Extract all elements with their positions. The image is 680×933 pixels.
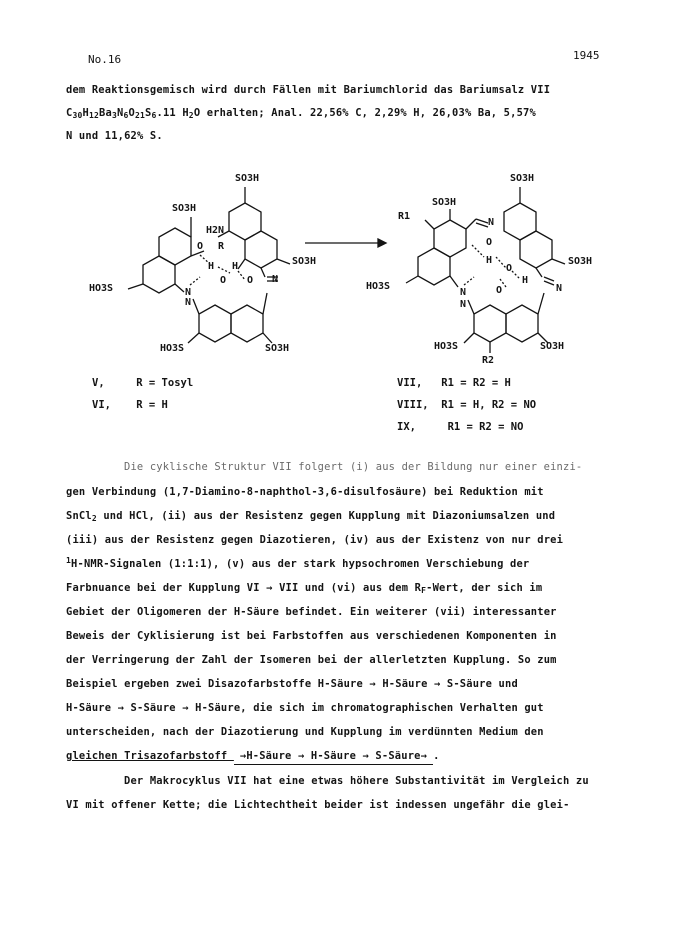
right-h-1: H	[486, 255, 493, 266]
right-h-2: H	[522, 275, 529, 286]
left-n-1: N	[185, 287, 192, 298]
right-o-2: O	[506, 263, 513, 274]
body-line-6: Farbnuance bei der Kupplung VI → VII und (vi) aus dem $R_F$-Wert, der sich im	[66, 582, 543, 595]
right-n-3: N	[460, 287, 467, 298]
right-n-1: N	[488, 217, 495, 228]
left-h-2: H	[232, 261, 239, 272]
page-number: No.16	[88, 53, 122, 66]
right-r2: R2	[482, 355, 495, 366]
left-so3h-tl: SO3H	[172, 203, 197, 214]
left-h2n: H2N	[206, 225, 225, 236]
right-ring-2	[520, 231, 552, 268]
left-o-2: O	[220, 275, 227, 286]
body-line-15: VI mit offener Kette; die Lichtechtheit beider ist indessen ungefähr die glei-	[66, 799, 570, 811]
left-n-3: N	[272, 274, 279, 285]
body-line-1: Die cyklische Struktur VII folgert (i) aus der Bildung nur einer einzi-	[124, 461, 583, 473]
formula-water: .11 H	[156, 107, 189, 119]
analysis-values: O erhalten; Anal. 22,56% C, 2,29% H, 26,03% Ba, 5,57%	[193, 107, 536, 119]
underlined-text: gleichen Trisazofarbstoff	[66, 750, 234, 762]
left-ring-2	[245, 231, 277, 268]
caption-VII: VII, R1 = R2 = H	[397, 377, 511, 389]
body-line-9: der Verringerung der Zahl der Isomeren bei der allerletzten Kupplung. So zum	[66, 654, 557, 666]
caption-IX: IX, R1 = R2 = NO	[397, 421, 524, 433]
right-ring-4	[418, 248, 450, 285]
left-ho3s: HO3S	[89, 283, 114, 294]
left-o-1: O	[197, 241, 204, 252]
left-so3h-right: SO3H	[292, 256, 317, 267]
right-r1: R1	[398, 211, 411, 222]
right-o-3: O	[496, 285, 503, 296]
caption-VIII: VIII, R1 = H, R2 = NO	[397, 399, 537, 411]
left-so3h-top: SO3H	[235, 173, 260, 184]
right-so3h-tl: SO3H	[432, 197, 457, 208]
body-line-5: $^1$H-NMR-Signalen (1:1:1), (v) aus der stark hypsochromen Verschiebung der	[66, 556, 530, 570]
body-line-7: Gebiet der Oligomeren der H-Säure befindet. Ein weiterer (vii) interessanter	[66, 606, 557, 618]
page-header	[0, 0, 680, 70]
right-so3h-top: SO3H	[510, 173, 535, 184]
bracket-sequence: →H-Säure → H-Säure → S-Säure→	[234, 750, 433, 762]
body-line-12: unterscheiden, nach der Diazotierung und Kupplung im verdünnten Medium den	[66, 726, 544, 738]
body-line-2: gen Verbindung (1,7-Diamino-8-naphthol-3,6-disulfosäure) bei Reduktion mit	[66, 486, 544, 498]
year-label: 1945	[573, 49, 600, 62]
caption-V: V, R = Tosyl	[92, 377, 194, 389]
body-line-3: SnCl$_2$ und HCl, (ii) aus der Resistenz gegen Kupplung mit Diazoniumsalzen und	[66, 510, 556, 523]
intro-line-3: N und 11,62% S.	[66, 130, 163, 142]
left-so3h-bottom: SO3H	[265, 343, 290, 354]
right-o-1: O	[486, 237, 493, 248]
left-r: R	[218, 241, 225, 252]
body-line-8: Beweis der Cyklisierung ist bei Farbstoffen aus verschiedenen Komponenten in	[66, 630, 557, 642]
left-o-3: O	[247, 275, 254, 286]
intro-line-1: dem Reaktionsgemisch wird durch Fällen mit Bariumchlorid das Bariumsalz VII	[66, 84, 551, 96]
body-line-11: H-Säure → S-Säure → H-Säure, die sich im chromatographischen Verhalten gut	[66, 702, 544, 714]
right-ring-5	[474, 305, 506, 342]
left-ring-1	[229, 203, 261, 240]
left-ho3s-bottom: HO3S	[160, 343, 185, 354]
right-so3h-right: SO3H	[568, 256, 593, 267]
right-ring-3	[434, 220, 466, 257]
right-n-4: N	[460, 299, 467, 310]
right-ring-1	[504, 203, 536, 240]
right-ring-6	[506, 305, 538, 342]
intro-line-2: $C_{30}H_{12}Ba_3N_6O_{21}S_6.11$ $H_2O$ erhalten; Anal. 22,56% C, 2,29% H, 26,03% Ba, 5,57%	[66, 107, 536, 120]
left-n-2: N	[185, 297, 192, 308]
left-ring-4	[143, 256, 175, 293]
left-ring-6	[231, 305, 263, 342]
right-ho3s: HO3S	[366, 281, 391, 292]
right-n-2: N	[556, 283, 563, 294]
left-ring-3	[159, 228, 191, 265]
body-line-10: Beispiel ergeben zwei Disazofarbstoffe H-Säure → H-Säure → S-Säure und	[66, 678, 518, 690]
right-so3h-bottom: SO3H	[540, 341, 565, 352]
right-ho3s-bottom: HO3S	[434, 341, 459, 352]
left-h-1: H	[208, 261, 215, 272]
body-line-14: Der Makrocyklus VII hat eine etwas höhere Substantivität im Vergleich zu	[124, 775, 589, 787]
body-line-4: (iii) aus der Resistenz gegen Diazotieren, (iv) aus der Existenz von nur drei	[66, 534, 564, 546]
left-ring-5	[199, 305, 231, 342]
chemical-structures-figure	[60, 165, 620, 450]
caption-VI: VI, R = H	[92, 399, 168, 411]
body-line-13: gleichen Trisazofarbstoff →H-Säure → H-Säure → S-Säure→ .	[66, 750, 440, 762]
formula: $C_{30}H_{12}Ba_3N_6O_{21}S_6$	[66, 107, 157, 120]
